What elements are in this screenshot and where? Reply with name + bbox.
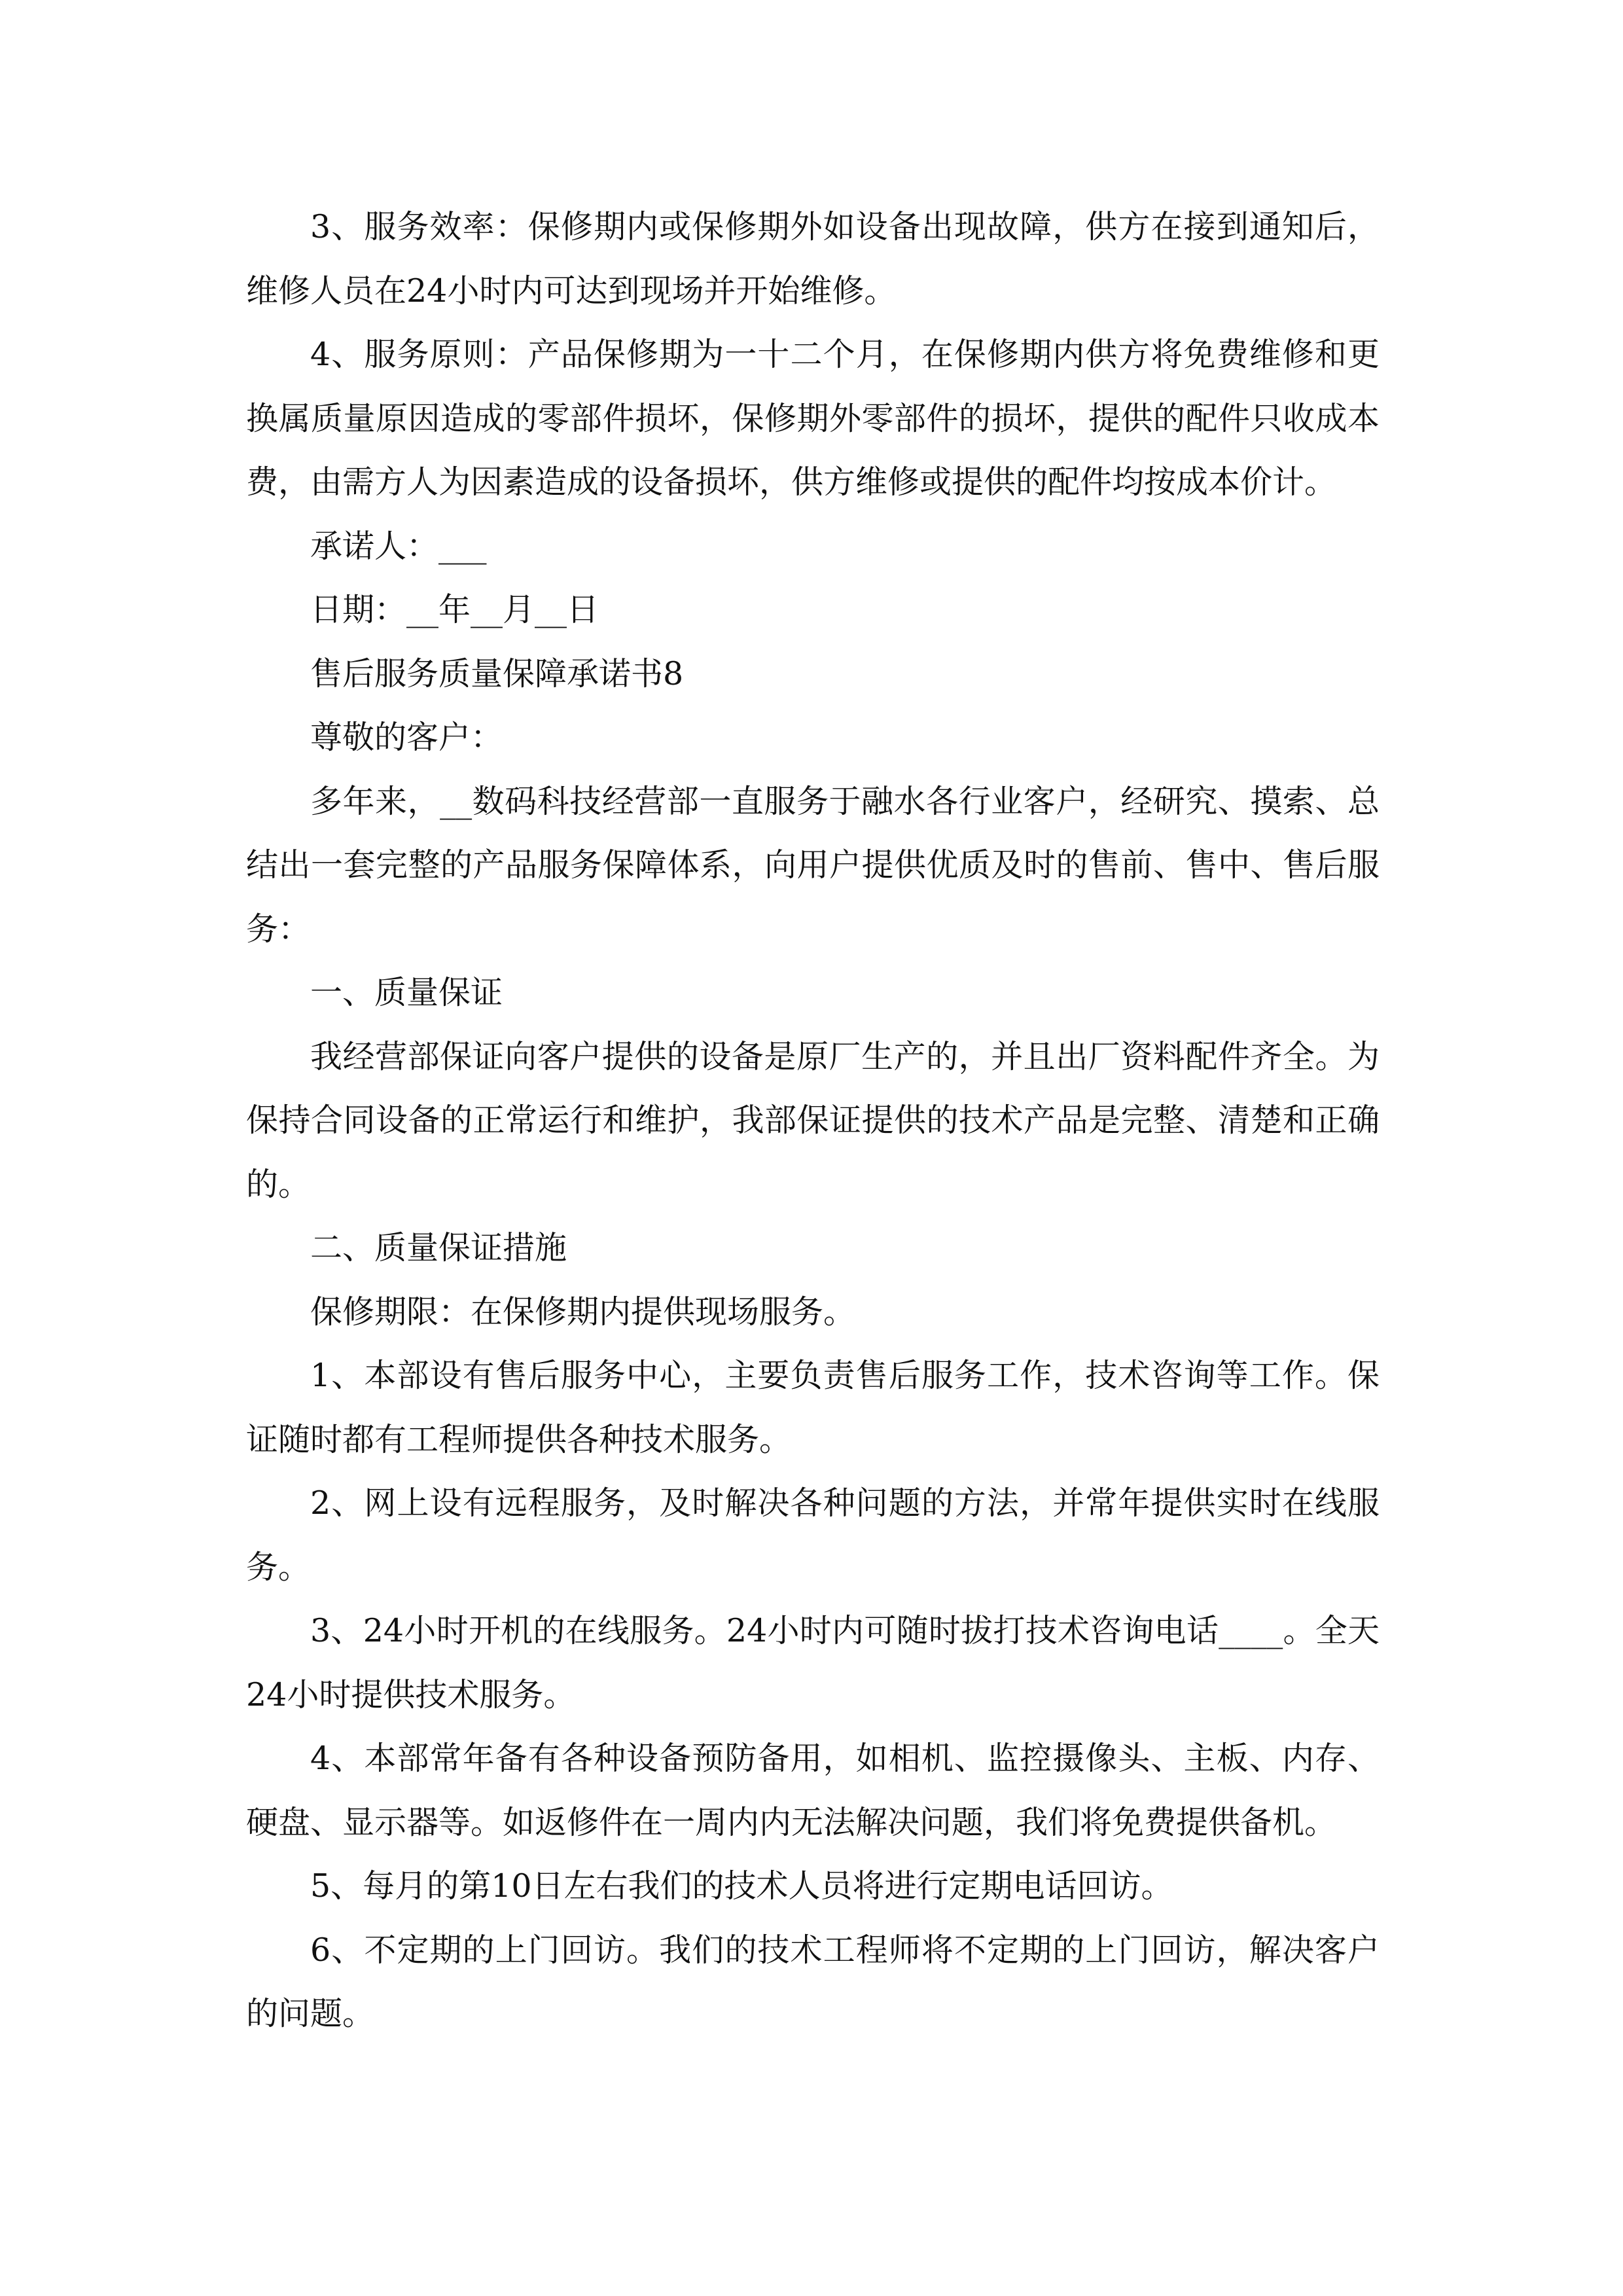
- list-item: 3、24小时开机的在线服务。24小时内可随时拔打技术咨询电话____。全天24小时提供技术服务。: [246, 1612, 1380, 1713]
- paragraph-service-principle: 4、服务原则：产品保修期为一十二个月，在保修期内供方将免费维修和更换属质量原因造成的零部件损坏，保修期外零部件的损坏，提供的配件只收成本费，由需方人为因素造成的设备损坏，供方维修或提供的配件均按成本价计。: [246, 336, 1380, 501]
- list-item: 6、不定期的上门回访。我们的技术工程师将不定期的上门回访，解决客户的问题。: [246, 1931, 1380, 2032]
- list-item: 4、本部常年备有各种设备预防备用，如相机、监控摄像头、主板、内存、硬盘、显示器等。如返修件在一周内内无法解决问题，我们将免费提供备机。: [246, 1740, 1380, 1841]
- promisor-line: 承诺人：___: [310, 527, 487, 565]
- heading-quality-guarantee: 一、质量保证: [310, 974, 503, 1011]
- paragraph-quality-guarantee: 我经营部保证向客户提供的设备是原厂生产的，并且出厂资料配件齐全。为保持合同设备的正常运行和维护，我部保证提供的技术产品是完整、清楚和正确的。: [246, 1037, 1380, 1203]
- salutation: 尊敬的客户：: [310, 719, 503, 756]
- list-item: 1、本部设有售后服务中心，主要负责售后服务工作，技术咨询等工作。保证随时都有工程师提供各种技术服务。: [246, 1357, 1380, 1458]
- document-body: [246, 195, 1380, 2046]
- heading-quality-measures: 二、质量保证措施: [310, 1229, 567, 1266]
- list-item: 5、每月的第10日左右我们的技术人员将进行定期电话回访。: [310, 1867, 1173, 1905]
- section-title: 售后服务质量保障承诺书8: [310, 655, 684, 692]
- paragraph-intro: 多年来，__数码科技经营部一直服务于融水各行业客户，经研究、摸索、总结出一套完整的产品服务保障体系，向用户提供优质及时的售前、售中、售后服务：: [246, 782, 1380, 948]
- list-item: 2、网上设有远程服务，及时解决各种问题的方法，并常年提供实时在线服务。: [246, 1484, 1380, 1586]
- date-line: 日期：__年__月__日: [310, 591, 599, 628]
- paragraph-service-efficiency: 3、服务效率：保修期内或保修期外如设备出现故障，供方在接到通知后，维修人员在24小时内可达到现场并开始维修。: [246, 208, 1380, 310]
- paragraph-warranty-period: 保修期限：在保修期内提供现场服务。: [310, 1293, 856, 1331]
